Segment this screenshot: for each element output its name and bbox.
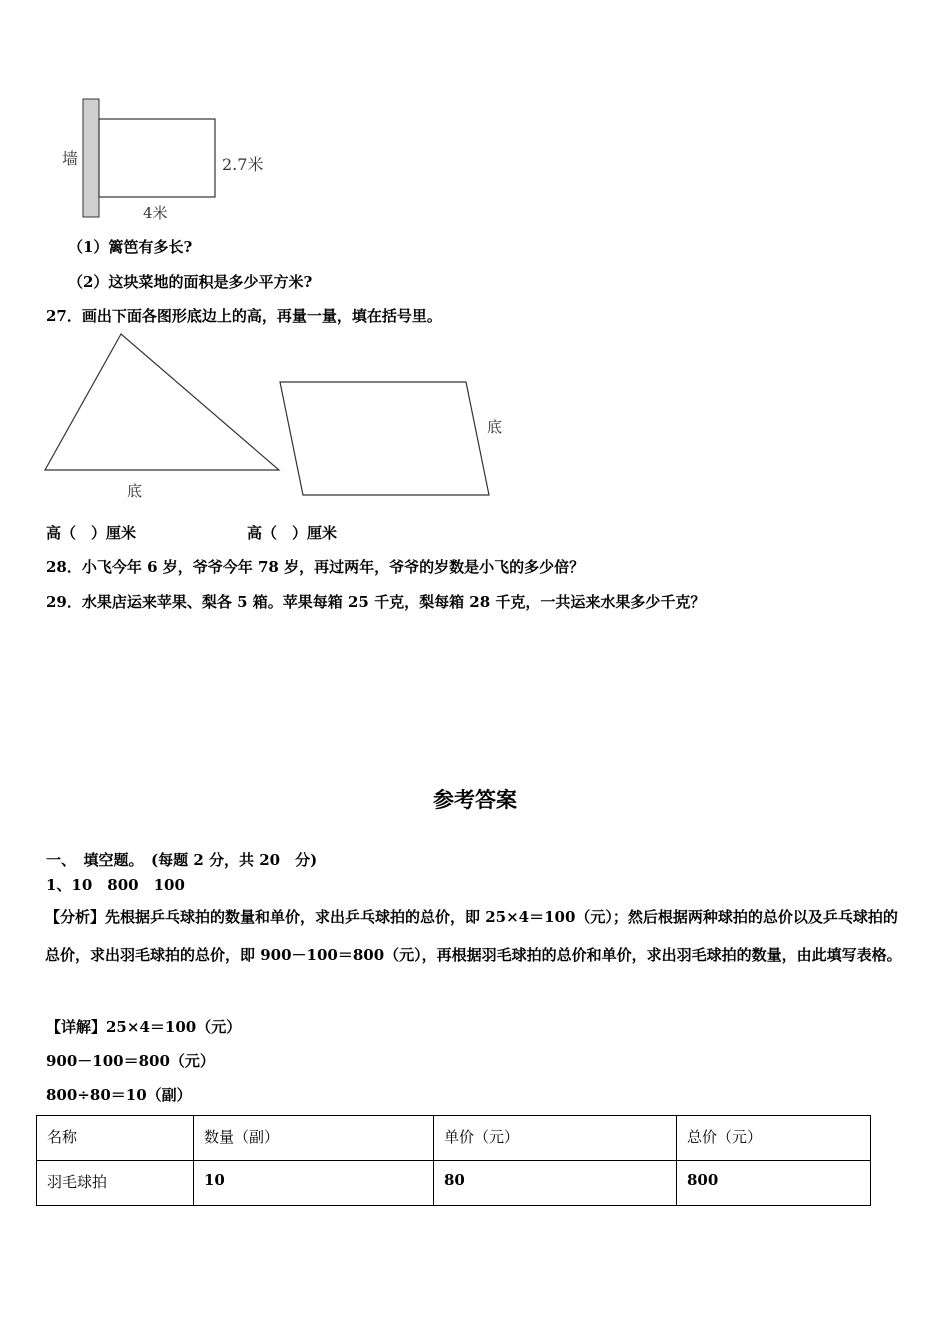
answer-detail-1: 【详解】25×4＝100（元）	[46, 1018, 242, 1036]
table-cell: 羽毛球拍	[37, 1161, 194, 1206]
garden-rectangle	[99, 119, 215, 197]
question-26-2: （2）这块菜地的面积是多少平方米?	[68, 273, 313, 291]
table-header-cell: 数量（副）	[194, 1116, 434, 1161]
answer-detail-2: 900－100＝800（元）	[46, 1052, 215, 1070]
question-29: 29．水果店运来苹果、梨各 5 箱。苹果每箱 25 千克，梨每箱 28 千克，一共运来水果多少千克？	[46, 593, 706, 611]
shapes-figure	[0, 325, 520, 510]
answers-title: 参考答案	[433, 787, 517, 812]
height-label: 2.7米	[222, 155, 264, 174]
answer-item-1: 1、10 800 100	[46, 876, 185, 894]
parallelogram-shape	[280, 382, 489, 495]
height-answer-left: 高（ ）厘米	[46, 524, 137, 542]
question-26-1: （1）篱笆有多长?	[68, 238, 193, 256]
table-cell: 800	[677, 1161, 871, 1206]
table-header-cell: 名称	[37, 1116, 194, 1161]
table-header-row	[37, 1116, 871, 1161]
answer-detail-3: 800÷80＝10（副）	[46, 1086, 192, 1104]
wall-shape	[83, 99, 99, 217]
width-label: 4米	[143, 204, 168, 222]
table-cell: 80	[434, 1161, 677, 1206]
height-answer-right: 高（ ）厘米	[247, 524, 338, 542]
question-28: 28．小飞今年 6 岁，爷爷今年 78 岁，再过两年，爷爷的岁数是小飞的多少倍？	[46, 558, 585, 576]
answers-section-heading: 一、 填空题。 (每题 2 分，共 20 分)	[46, 851, 318, 869]
table-header-cell: 总价（元）	[677, 1116, 871, 1161]
triangle-shape	[45, 334, 279, 470]
table-cell: 10	[194, 1161, 434, 1206]
answer-analysis: 【分析】先根据乒乓球拍的数量和单价，求出乒乓球拍的总价，即 25×4＝100（元）；然后根据两种球拍的总价以及乒乓球拍的总价，求出羽毛球拍的总价，即 900－100＝800（元），再根据羽毛球拍的总价和单价，求出羽毛球拍的数量，由此填写表格。	[45, 908, 902, 964]
triangle-base-label: 底	[127, 482, 143, 500]
parallelogram-base-label: 底	[487, 418, 503, 436]
table-row	[37, 1161, 871, 1206]
answer-table	[36, 1115, 871, 1206]
wall-label: 墙	[62, 149, 79, 168]
table-header-cell: 单价（元）	[434, 1116, 677, 1161]
question-27: 27．画出下面各图形底边上的高，再量一量，填在括号里。	[46, 307, 442, 325]
